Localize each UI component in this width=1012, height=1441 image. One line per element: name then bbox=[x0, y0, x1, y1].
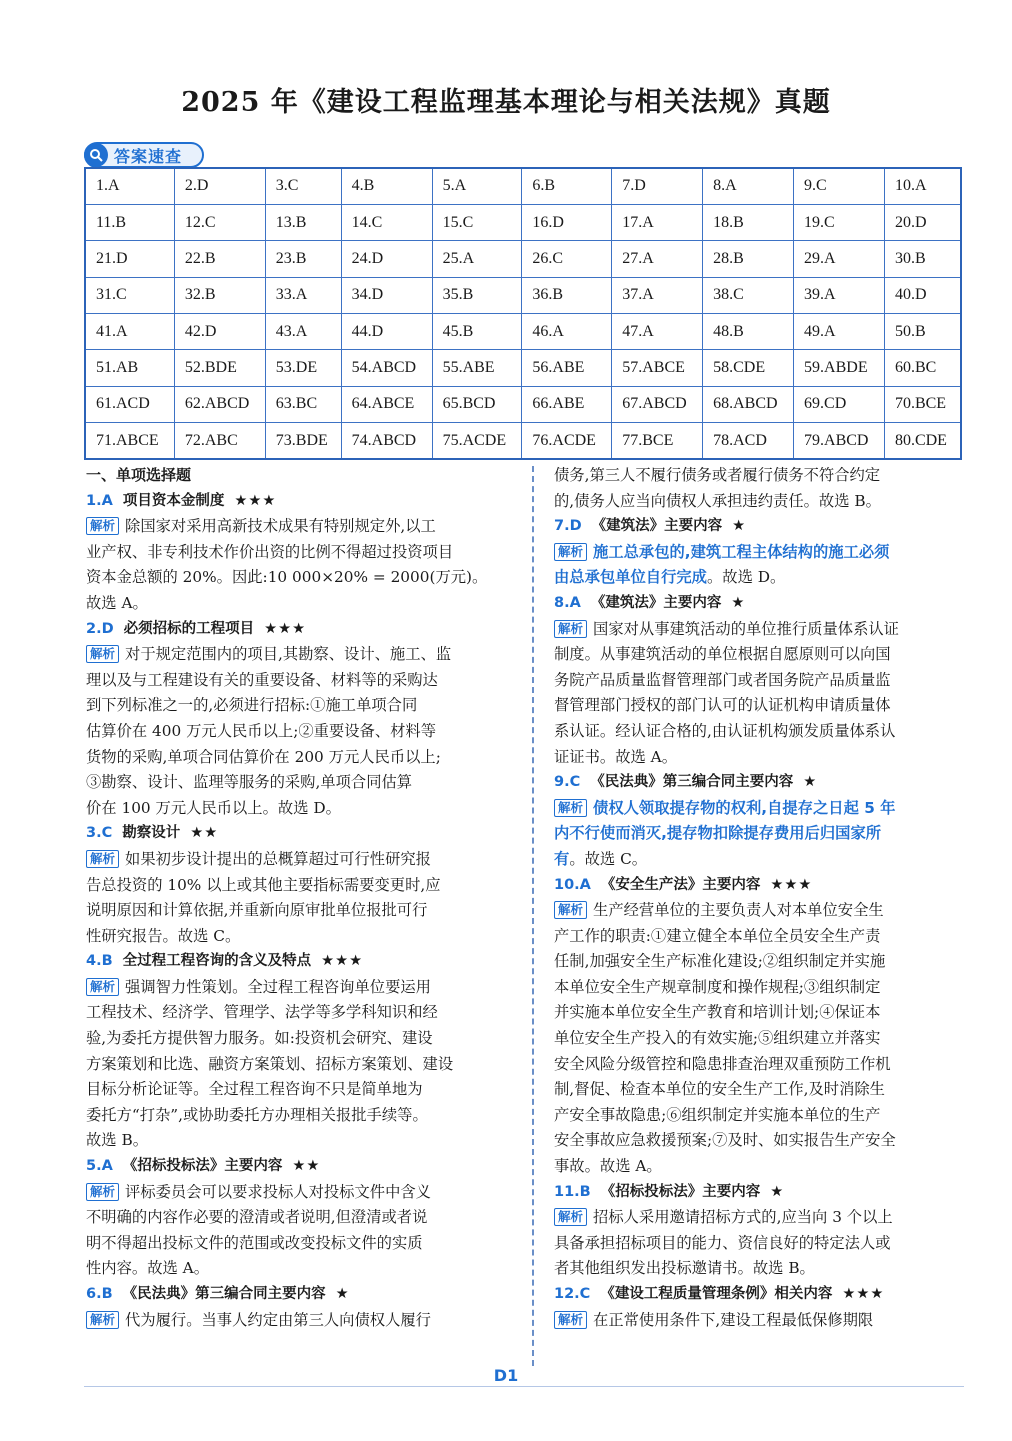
answer-cell: 38.C bbox=[703, 277, 794, 313]
answer-cell: 51.AB bbox=[85, 350, 174, 386]
answer-cell: 76.ACDE bbox=[522, 423, 612, 459]
question-topic: 《建筑法》主要内容 bbox=[590, 594, 722, 611]
text-line: 系认证。经认证合格的,由认证机构颁发质量体系认 bbox=[554, 721, 896, 740]
answer-conclusion: 。故选 C。 bbox=[569, 849, 648, 868]
answer-row bbox=[85, 423, 961, 459]
answer-cell: 67.ABCD bbox=[612, 386, 703, 422]
explanation-label: 解析 bbox=[554, 1311, 587, 1329]
difficulty-stars: ★ bbox=[335, 1286, 350, 1302]
highlighted-text: 由总承包单位自行完成 bbox=[554, 568, 707, 587]
explanation bbox=[554, 796, 970, 873]
answer-cell: 73.BDE bbox=[265, 423, 341, 459]
column-divider bbox=[532, 466, 534, 1366]
explanation-label: 解析 bbox=[554, 1208, 587, 1226]
question-block-7 bbox=[554, 514, 970, 591]
answer-cell: 62.ABCD bbox=[174, 386, 265, 422]
explanation bbox=[86, 1308, 518, 1334]
explanation bbox=[86, 642, 518, 821]
explanation bbox=[86, 847, 518, 949]
explanation-label: 解析 bbox=[554, 620, 587, 638]
text-line: ③勘察、设计、监理等服务的采购,单项合同估算 bbox=[86, 773, 413, 792]
answer-cell: 42.D bbox=[174, 314, 265, 350]
difficulty-stars: ★★★ bbox=[234, 492, 277, 509]
answer-cell: 32.B bbox=[174, 277, 265, 313]
answer-cell: 2.D bbox=[174, 168, 265, 204]
difficulty-stars: ★★★ bbox=[842, 1286, 885, 1302]
text-line: 价在 100 万元人民币以上。故选 D。 bbox=[86, 798, 341, 817]
text-line: 工程技术、经济学、管理学、法学等多学科知识和经 bbox=[86, 1003, 438, 1022]
question-block-3 bbox=[86, 821, 518, 949]
answer-quick-check-badge bbox=[84, 142, 204, 168]
question-number: 1.A bbox=[86, 492, 113, 509]
text-line: 性内容。故选 A。 bbox=[86, 1259, 209, 1278]
answer-cell: 36.B bbox=[522, 277, 612, 313]
text-line: 委托方“打杂”,或协助委托方办理相关报批手续等。 bbox=[86, 1105, 428, 1124]
text-line: 单位安全生产投入的有效实施;⑤组织建立并落实 bbox=[554, 1029, 881, 1048]
explanation-label: 解析 bbox=[554, 799, 587, 817]
text-line bbox=[86, 1180, 518, 1206]
answer-cell: 24.D bbox=[341, 241, 432, 277]
text-span: 如果初步设计提出的总概算超过可行性研究报 bbox=[125, 849, 431, 868]
text-line bbox=[554, 1205, 970, 1231]
question-header bbox=[554, 514, 970, 540]
text-line: 制度。从事建筑活动的单位根据自愿原则可以向国 bbox=[554, 645, 891, 664]
question-number: 7.D bbox=[554, 518, 582, 535]
text-span: 在正常使用条件下,建设工程最低保修期限 bbox=[593, 1310, 874, 1329]
answer-cell: 6.B bbox=[522, 168, 612, 204]
answer-cell: 74.ABCD bbox=[341, 423, 432, 459]
question-header bbox=[554, 1180, 970, 1206]
answer-cell: 59.ABDE bbox=[794, 350, 885, 386]
answer-row bbox=[85, 314, 961, 350]
answer-cell: 61.ACD bbox=[85, 386, 174, 422]
text-line: 债务,第三人不履行债务或者履行债务不符合约定 bbox=[554, 466, 881, 484]
question-topic: 全过程工程咨询的含义及特点 bbox=[122, 953, 312, 970]
answer-cell: 68.ABCD bbox=[703, 386, 794, 422]
question-block-9 bbox=[554, 770, 970, 872]
answer-cell: 39.A bbox=[794, 277, 885, 313]
answer-cell: 53.DE bbox=[265, 350, 341, 386]
highlighted-text: 内不行使而消灭,提存物扣除提存费用后归国家所 bbox=[554, 824, 882, 843]
question-number: 4.B bbox=[86, 953, 113, 970]
text-line bbox=[554, 565, 970, 591]
answer-cell: 17.A bbox=[612, 204, 703, 240]
text-line: 故选 B。 bbox=[86, 1131, 148, 1150]
answer-cell: 21.D bbox=[85, 241, 174, 277]
text-span: 招标人采用邀请招标方式的,应当向 3 个以上 bbox=[593, 1208, 893, 1227]
question-header bbox=[86, 489, 518, 515]
text-line: 业产权、非专利技术作价出资的比例不得超过投资项目 bbox=[86, 542, 454, 561]
difficulty-stars: ★★ bbox=[292, 1158, 321, 1175]
text-line: 性研究报告。故选 C。 bbox=[86, 926, 241, 945]
explanation-continued bbox=[554, 463, 970, 514]
answer-cell: 30.B bbox=[884, 241, 961, 277]
answer-cell: 20.D bbox=[884, 204, 961, 240]
question-topic: 勘察设计 bbox=[122, 825, 181, 842]
text-line: 者其他组织发出投标邀请书。故选 B。 bbox=[554, 1259, 815, 1278]
answer-cell: 44.D bbox=[341, 314, 432, 350]
question-block-1 bbox=[86, 489, 518, 617]
answer-cell: 70.BCE bbox=[884, 386, 961, 422]
answer-cell: 27.A bbox=[612, 241, 703, 277]
text-line: 的,债务人应当向债权人承担违约责任。故选 B。 bbox=[554, 491, 881, 510]
answer-cell: 79.ABCD bbox=[794, 423, 885, 459]
left-column bbox=[86, 463, 518, 1333]
answer-cell: 29.A bbox=[794, 241, 885, 277]
text-line bbox=[86, 514, 518, 540]
question-block-5 bbox=[86, 1154, 518, 1282]
question-block-6 bbox=[86, 1282, 518, 1333]
difficulty-stars: ★★★ bbox=[321, 953, 364, 970]
text-span: 除国家对采用高新技术成果有特别规定外,以工 bbox=[125, 517, 436, 536]
question-number: 3.C bbox=[86, 825, 113, 842]
question-topic: 《招标投标法》主要内容 bbox=[122, 1158, 283, 1175]
explanation bbox=[554, 617, 970, 771]
answer-cell: 78.ACD bbox=[703, 423, 794, 459]
footer-rule bbox=[84, 1386, 964, 1387]
text-line bbox=[86, 975, 518, 1001]
explanation bbox=[554, 898, 970, 1180]
question-topic: 《招标投标法》主要内容 bbox=[600, 1183, 761, 1200]
answer-row bbox=[85, 241, 961, 277]
question-number: 10.A bbox=[554, 876, 591, 893]
difficulty-stars: ★ bbox=[770, 1183, 785, 1200]
text-line bbox=[86, 847, 518, 873]
answer-cell: 71.ABCE bbox=[85, 423, 174, 459]
answer-cell: 23.B bbox=[265, 241, 341, 277]
explanation-label: 解析 bbox=[554, 543, 587, 561]
answer-cell: 8.A bbox=[703, 168, 794, 204]
text-line: 告总投资的 10% 以上或其他主要指标需要变更时,应 bbox=[86, 875, 441, 894]
question-number: 6.B bbox=[86, 1286, 113, 1302]
answer-cell: 37.A bbox=[612, 277, 703, 313]
text-span: 对于规定范围内的项目,其勘察、设计、施工、监 bbox=[125, 645, 452, 664]
answer-cell: 14.C bbox=[341, 204, 432, 240]
answer-cell: 47.A bbox=[612, 314, 703, 350]
explanation bbox=[554, 540, 970, 591]
explanation bbox=[554, 1205, 970, 1282]
answer-cell: 48.B bbox=[703, 314, 794, 350]
question-header bbox=[86, 617, 518, 643]
answer-cell: 80.CDE bbox=[884, 423, 961, 459]
question-block-4 bbox=[86, 949, 518, 1154]
explanation-label: 解析 bbox=[86, 850, 119, 868]
explanation bbox=[86, 975, 518, 1154]
answer-cell: 77.BCE bbox=[612, 423, 703, 459]
explanation-label: 解析 bbox=[554, 901, 587, 919]
answer-cell: 58.CDE bbox=[703, 350, 794, 386]
answer-cell: 56.ABE bbox=[522, 350, 612, 386]
highlighted-text: 施工总承包的,建筑工程主体结构的施工必须 bbox=[593, 542, 890, 561]
answer-cell: 64.ABCE bbox=[341, 386, 432, 422]
page-title: 2025 年《建设工程监理基本理论与相关法规》真题 bbox=[181, 87, 831, 118]
answer-cell: 63.BC bbox=[265, 386, 341, 422]
answer-cell: 25.A bbox=[432, 241, 522, 277]
answer-cell: 65.BCD bbox=[432, 386, 522, 422]
question-number: 12.C bbox=[554, 1286, 591, 1302]
answer-cell: 33.A bbox=[265, 277, 341, 313]
question-block-8 bbox=[554, 591, 970, 770]
question-header bbox=[86, 1282, 518, 1308]
text-line: 方案策划和比选、融资方案策划、招标方案策划、建设 bbox=[86, 1054, 454, 1073]
difficulty-stars: ★ bbox=[732, 518, 747, 535]
question-header bbox=[554, 873, 970, 899]
text-line bbox=[554, 847, 970, 873]
badge-label: 答案速查 bbox=[114, 146, 183, 166]
answer-cell: 9.C bbox=[794, 168, 885, 204]
answer-cell: 50.B bbox=[884, 314, 961, 350]
text-span: 强调智力性策划。全过程工程咨询单位要运用 bbox=[125, 977, 431, 996]
answer-cell: 15.C bbox=[432, 204, 522, 240]
text-line: 证证书。故选 A。 bbox=[554, 747, 677, 766]
text-line: 验,为委托方提供智力服务。如:投资机会研究、建设 bbox=[86, 1029, 433, 1048]
difficulty-stars: ★★ bbox=[190, 825, 219, 842]
answer-cell: 28.B bbox=[703, 241, 794, 277]
text-line: 不明确的内容作必要的澄清或者说明,但澄清或者说 bbox=[86, 1208, 428, 1227]
explanation-label: 解析 bbox=[86, 645, 119, 663]
text-line: 目标分析论证等。全过程工程咨询不只是简单地为 bbox=[86, 1080, 423, 1099]
text-line: 故选 A。 bbox=[86, 593, 148, 612]
text-span: 生产经营单位的主要负责人对本单位安全生 bbox=[593, 901, 884, 920]
question-number: 5.A bbox=[86, 1158, 113, 1175]
text-line: 到下列标准之一的,必须进行招标:①施工单项合同 bbox=[86, 696, 418, 715]
explanation-label: 解析 bbox=[86, 517, 119, 535]
question-block-12 bbox=[554, 1282, 970, 1333]
text-line bbox=[554, 898, 970, 924]
explanation-label: 解析 bbox=[86, 1183, 119, 1201]
text-line: 资本金总额的 20%。因此:10 000×20% = 2000(万元)。 bbox=[86, 568, 488, 587]
answer-cell: 52.BDE bbox=[174, 350, 265, 386]
text-line bbox=[554, 1308, 970, 1334]
answer-row bbox=[85, 204, 961, 240]
text-line: 估算价在 400 万元人民币以上;②重要设备、材料等 bbox=[86, 721, 437, 740]
difficulty-stars: ★ bbox=[803, 774, 818, 791]
answer-row bbox=[85, 350, 961, 386]
question-topic: 《民法典》第三编合同主要内容 bbox=[122, 1286, 326, 1302]
text-span: 评标委员会可以要求投标人对投标文件中含义 bbox=[125, 1182, 431, 1201]
question-topic: 《民法典》第三编合同主要内容 bbox=[590, 774, 794, 791]
answer-table bbox=[84, 167, 962, 460]
question-block-10 bbox=[554, 873, 970, 1180]
answer-cell: 45.B bbox=[432, 314, 522, 350]
highlighted-text: 债权人领取提存物的权利,自提存之日起 5 年 bbox=[593, 798, 896, 817]
question-topic: 必须招标的工程项目 bbox=[123, 620, 255, 637]
answer-cell: 10.A bbox=[884, 168, 961, 204]
question-header bbox=[554, 770, 970, 796]
answer-cell: 55.ABE bbox=[432, 350, 522, 386]
question-topic: 《建设工程质量管理条例》相关内容 bbox=[600, 1286, 833, 1302]
answer-cell: 18.B bbox=[703, 204, 794, 240]
answer-cell: 57.ABCE bbox=[612, 350, 703, 386]
answer-row bbox=[85, 386, 961, 422]
question-number: 2.D bbox=[86, 620, 114, 637]
text-line bbox=[86, 1308, 518, 1334]
answer-cell: 4.B bbox=[341, 168, 432, 204]
question-header bbox=[554, 1282, 970, 1308]
question-topic: 《建筑法》主要内容 bbox=[591, 518, 723, 535]
difficulty-stars: ★ bbox=[731, 594, 746, 611]
text-line: 安全事故应急救援预案;⑦及时、如实报告生产安全 bbox=[554, 1131, 896, 1150]
difficulty-stars: ★★★ bbox=[770, 876, 813, 893]
answer-cell: 60.BC bbox=[884, 350, 961, 386]
answer-cell: 31.C bbox=[85, 277, 174, 313]
text-line: 产安全事故隐患;⑥组织制定并实施本单位的生产 bbox=[554, 1105, 881, 1124]
question-header bbox=[86, 821, 518, 847]
answer-cell: 5.A bbox=[432, 168, 522, 204]
text-line: 事故。故选 A。 bbox=[554, 1157, 662, 1176]
answer-cell: 13.B bbox=[265, 204, 341, 240]
text-line: 货物的采购,单项合同估算价在 200 万元人民币以上; bbox=[86, 747, 441, 766]
answer-cell: 26.C bbox=[522, 241, 612, 277]
answer-cell: 69.CD bbox=[794, 386, 885, 422]
answer-cell: 34.D bbox=[341, 277, 432, 313]
question-block-11 bbox=[554, 1180, 970, 1282]
question-number: 9.C bbox=[554, 774, 581, 791]
explanation bbox=[86, 1180, 518, 1282]
answer-cell: 3.C bbox=[265, 168, 341, 204]
text-line: 明不得超出投标文件的范围或改变投标文件的实质 bbox=[86, 1233, 423, 1252]
question-header bbox=[554, 591, 970, 617]
question-topic: 项目资本金制度 bbox=[122, 492, 225, 509]
answer-cell: 22.B bbox=[174, 241, 265, 277]
answer-cell: 66.ABE bbox=[522, 386, 612, 422]
answer-cell: 12.C bbox=[174, 204, 265, 240]
text-line: 务院产品质量监督管理部门或者国务院产品质量监 bbox=[554, 670, 891, 689]
answer-cell: 46.A bbox=[522, 314, 612, 350]
highlighted-text: 有 bbox=[554, 849, 570, 868]
answer-cell: 72.ABC bbox=[174, 423, 265, 459]
answer-cell: 7.D bbox=[612, 168, 703, 204]
answer-cell: 35.B bbox=[432, 277, 522, 313]
section-heading: 一、单项选择题 bbox=[86, 466, 192, 484]
text-line: 并实施本单位安全生产教育和培训计划;④保证本 bbox=[554, 1003, 881, 1022]
text-line bbox=[554, 821, 970, 847]
text-line: 理以及与工程建设有关的重要设备、材料等的采购达 bbox=[86, 670, 438, 689]
answer-cell: 49.A bbox=[794, 314, 885, 350]
answer-row bbox=[85, 168, 961, 204]
answer-cell: 75.ACDE bbox=[432, 423, 522, 459]
question-number: 8.A bbox=[554, 594, 581, 611]
text-line: 任制,加强安全生产标准化建设;②组织制定并实施 bbox=[554, 952, 886, 971]
text-line: 产工作的职责:①建立健全本单位全员安全生产责 bbox=[554, 926, 881, 945]
text-line: 安全风险分级管控和隐患排查治理双重预防工作机 bbox=[554, 1054, 891, 1073]
question-header bbox=[86, 949, 518, 975]
text-line bbox=[86, 642, 518, 668]
explanation-label: 解析 bbox=[86, 1311, 119, 1329]
search-icon bbox=[84, 143, 108, 167]
page-number: D1 bbox=[493, 1366, 519, 1385]
answer-cell: 19.C bbox=[794, 204, 885, 240]
text-line: 本单位安全生产规章制度和操作规程;③组织制定 bbox=[554, 977, 881, 996]
explanation bbox=[554, 1308, 970, 1334]
text-span: 代为履行。当事人约定由第三人向债权人履行 bbox=[125, 1310, 431, 1329]
question-number: 11.B bbox=[554, 1183, 591, 1200]
text-line: 制,督促、检查本单位的安全生产工作,及时消除生 bbox=[554, 1080, 885, 1099]
explanation bbox=[86, 514, 518, 616]
text-line: 具备承担招标项目的能力、资信良好的特定法人或 bbox=[554, 1233, 891, 1252]
answer-cell: 16.D bbox=[522, 204, 612, 240]
text-line bbox=[554, 540, 970, 566]
question-block-2 bbox=[86, 617, 518, 822]
question-header bbox=[86, 1154, 518, 1180]
difficulty-stars: ★★★ bbox=[264, 620, 307, 637]
text-line: 督管理部门授权的部门认可的认证机构申请质量体 bbox=[554, 696, 891, 715]
answer-cell: 41.A bbox=[85, 314, 174, 350]
text-span: 国家对从事建筑活动的单位推行质量体系认证 bbox=[593, 619, 899, 638]
text-line bbox=[554, 796, 970, 822]
answer-cell: 1.A bbox=[85, 168, 174, 204]
answer-row bbox=[85, 277, 961, 313]
answer-cell: 43.A bbox=[265, 314, 341, 350]
question-topic: 《安全生产法》主要内容 bbox=[600, 876, 761, 893]
answer-cell: 40.D bbox=[884, 277, 961, 313]
answer-cell: 11.B bbox=[85, 204, 174, 240]
right-column bbox=[554, 463, 970, 1333]
text-line: 说明原因和计算依据,并重新向原审批单位报批可行 bbox=[86, 901, 428, 920]
text-line bbox=[554, 617, 970, 643]
explanation-label: 解析 bbox=[86, 978, 119, 996]
answer-cell: 54.ABCD bbox=[341, 350, 432, 386]
answer-conclusion: 。故选 D。 bbox=[706, 568, 786, 587]
